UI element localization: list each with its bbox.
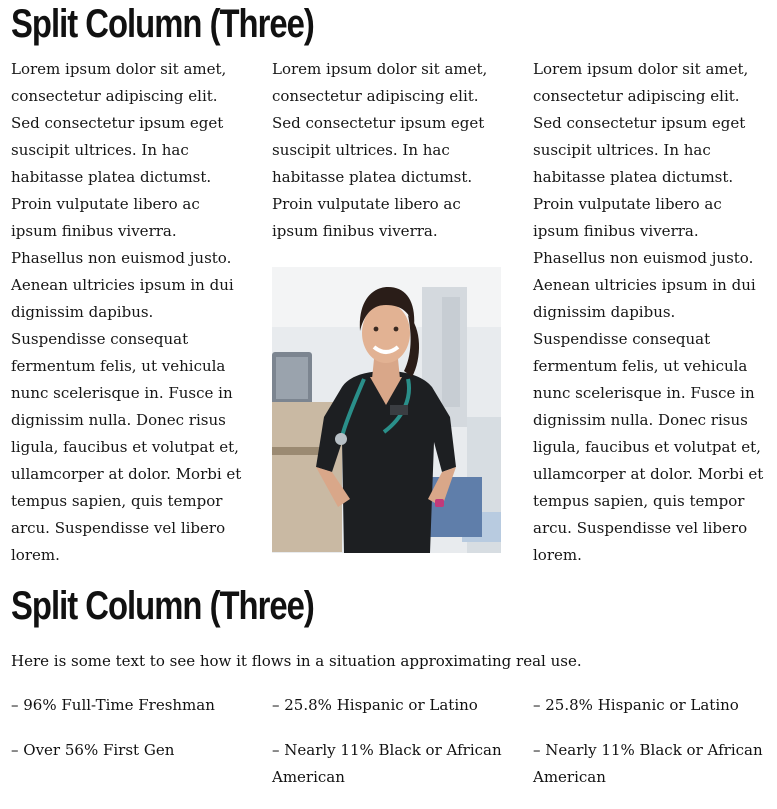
section-title: Split Column (Three) xyxy=(11,584,314,628)
stat-item: – 25.8% Hispanic or Latino xyxy=(272,696,478,714)
stat-item: – 25.8% Hispanic or Latino xyxy=(533,696,739,714)
stat-item: – Nearly 11% Black or African American xyxy=(533,741,763,786)
column-paragraph: Lorem ipsum dolor sit amet, consectetur adipiscing elit. Sed consectetur ipsum eget suscipit ultrices. In hac habitasse platea dictumst. Proin vulputate libero ac ipsum finibus viverra. Phasellus non euismod justo. Aenean ultricies ipsum in dui dignissim dapibus. Suspendisse consequat fermentum felis, ut vehicula nunc scelerisque in. Fusce in dignissim nulla. Donec risus ligula, faucibus et volutpat et, ullamcorper at dolor. Morbi et tempus sapien, quis tempor arcu. Suspendisse vel libero lorem. xyxy=(533,60,764,564)
nurse-photo xyxy=(272,267,501,553)
stat-item: – 96% Full-Time Freshman xyxy=(11,696,215,714)
stat-item: – Nearly 11% Black or African American xyxy=(272,741,502,786)
stats-column-right xyxy=(533,692,768,809)
text-column-middle xyxy=(272,56,507,553)
column-paragraph: Lorem ipsum dolor sit amet, consectetur adipiscing elit. Sed consectetur ipsum eget suscipit ultrices. In hac habitasse platea dictumst. Proin vulputate libero ac ipsum finibus viverra. xyxy=(272,60,488,240)
stat-item: – Over 56% First Gen xyxy=(11,741,175,759)
stats-column-middle xyxy=(272,692,507,809)
intro-text: Here is some text to see how it flows in a situation approximating real use. xyxy=(11,652,582,670)
text-column-right xyxy=(533,56,768,569)
section-title: Split Column (Three) xyxy=(11,2,314,46)
column-paragraph: Lorem ipsum dolor sit amet, consectetur adipiscing elit. Sed consectetur ipsum eget suscipit ultrices. In hac habitasse platea dictumst. Proin vulputate libero ac ipsum finibus viverra. Phasellus non euismod justo. Aenean ultricies ipsum in dui dignissim dapibus. Suspendisse consequat fermentum felis, ut vehicula nunc scelerisque in. Fusce in dignissim nulla. Donec risus ligula, faucibus et volutpat et, ullamcorper at dolor. Morbi et tempus sapien, quis tempor arcu. Suspendisse vel libero lorem. xyxy=(11,60,242,564)
stats-column-left xyxy=(11,692,246,782)
text-column-left xyxy=(11,56,246,569)
